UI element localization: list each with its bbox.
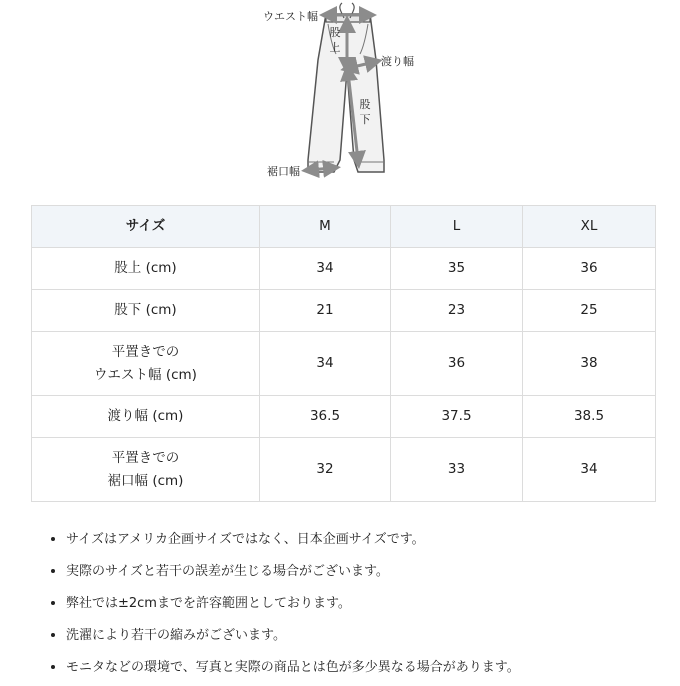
- table-cell: 21: [260, 290, 391, 332]
- hem-arrow: [310, 168, 332, 170]
- list-item: • 弊社では±2cmまでを許容範囲としております。: [66, 590, 520, 622]
- table-row: [32, 290, 656, 332]
- row-label-line2: 裾口幅 (cm): [107, 472, 184, 489]
- table-cell: 36: [523, 248, 656, 290]
- thigh-label: 渡り幅: [381, 55, 414, 68]
- row-label-line1: 股上 (cm): [114, 260, 177, 276]
- row-label-line1: 平置きでの: [111, 449, 180, 466]
- table-row: [32, 396, 656, 438]
- notes-list: [48, 526, 520, 686]
- list-item: • 実際のサイズと若干の誤差が生じる場合がございます。: [66, 558, 520, 590]
- table-cell: 23: [391, 290, 523, 332]
- row-label-line1: 渡り幅 (cm): [107, 408, 184, 424]
- header-size-label: サイズ: [32, 206, 260, 248]
- header-size-l: L: [391, 206, 523, 248]
- table-cell: 34: [260, 248, 391, 290]
- table-cell: 38.5: [523, 396, 656, 438]
- list-item: • 洗濯により若干の縮みがございます。: [66, 622, 520, 654]
- row-label: [32, 290, 260, 332]
- size-chart-table: [31, 205, 656, 502]
- header-size-xl: XL: [523, 206, 656, 248]
- rise-label-1: 股: [329, 26, 341, 39]
- table-cell: 25: [523, 290, 656, 332]
- waist-label: ウエスト幅: [263, 10, 318, 23]
- table-header-row: [32, 206, 656, 248]
- table-cell: 38: [523, 332, 656, 396]
- hem-label: 裾口幅: [267, 165, 300, 178]
- row-label: [32, 248, 260, 290]
- row-label: [32, 396, 260, 438]
- table-cell: 36: [391, 332, 523, 396]
- table-cell: 37.5: [391, 396, 523, 438]
- list-item: • サイズはアメリカ企画サイズではなく、日本企画サイズです。: [66, 526, 520, 558]
- rise-label-2: 上: [329, 41, 341, 54]
- table-row: [32, 332, 656, 396]
- row-label-line1: 股下 (cm): [114, 302, 177, 318]
- table-row: [32, 438, 656, 502]
- row-label: [32, 438, 260, 502]
- row-label-line1: 平置きでの: [111, 343, 180, 360]
- table-cell: 32: [260, 438, 391, 502]
- table-cell: 34: [260, 332, 391, 396]
- table-row: [32, 248, 656, 290]
- table-cell: 33: [391, 438, 523, 502]
- inseam-label-1: 股: [359, 98, 371, 111]
- row-label-line2: ウエスト幅 (cm): [94, 366, 197, 383]
- measurement-diagram: [0, 0, 680, 190]
- header-size-m: M: [260, 206, 391, 248]
- table-cell: 36.5: [260, 396, 391, 438]
- table-cell: 35: [391, 248, 523, 290]
- row-label: [32, 332, 260, 396]
- list-item: • モニタなどの環境で、写真と実際の商品とは色が多少異なる場合があります。: [66, 654, 520, 686]
- table-cell: 34: [523, 438, 656, 502]
- inseam-label-2: 下: [359, 113, 371, 126]
